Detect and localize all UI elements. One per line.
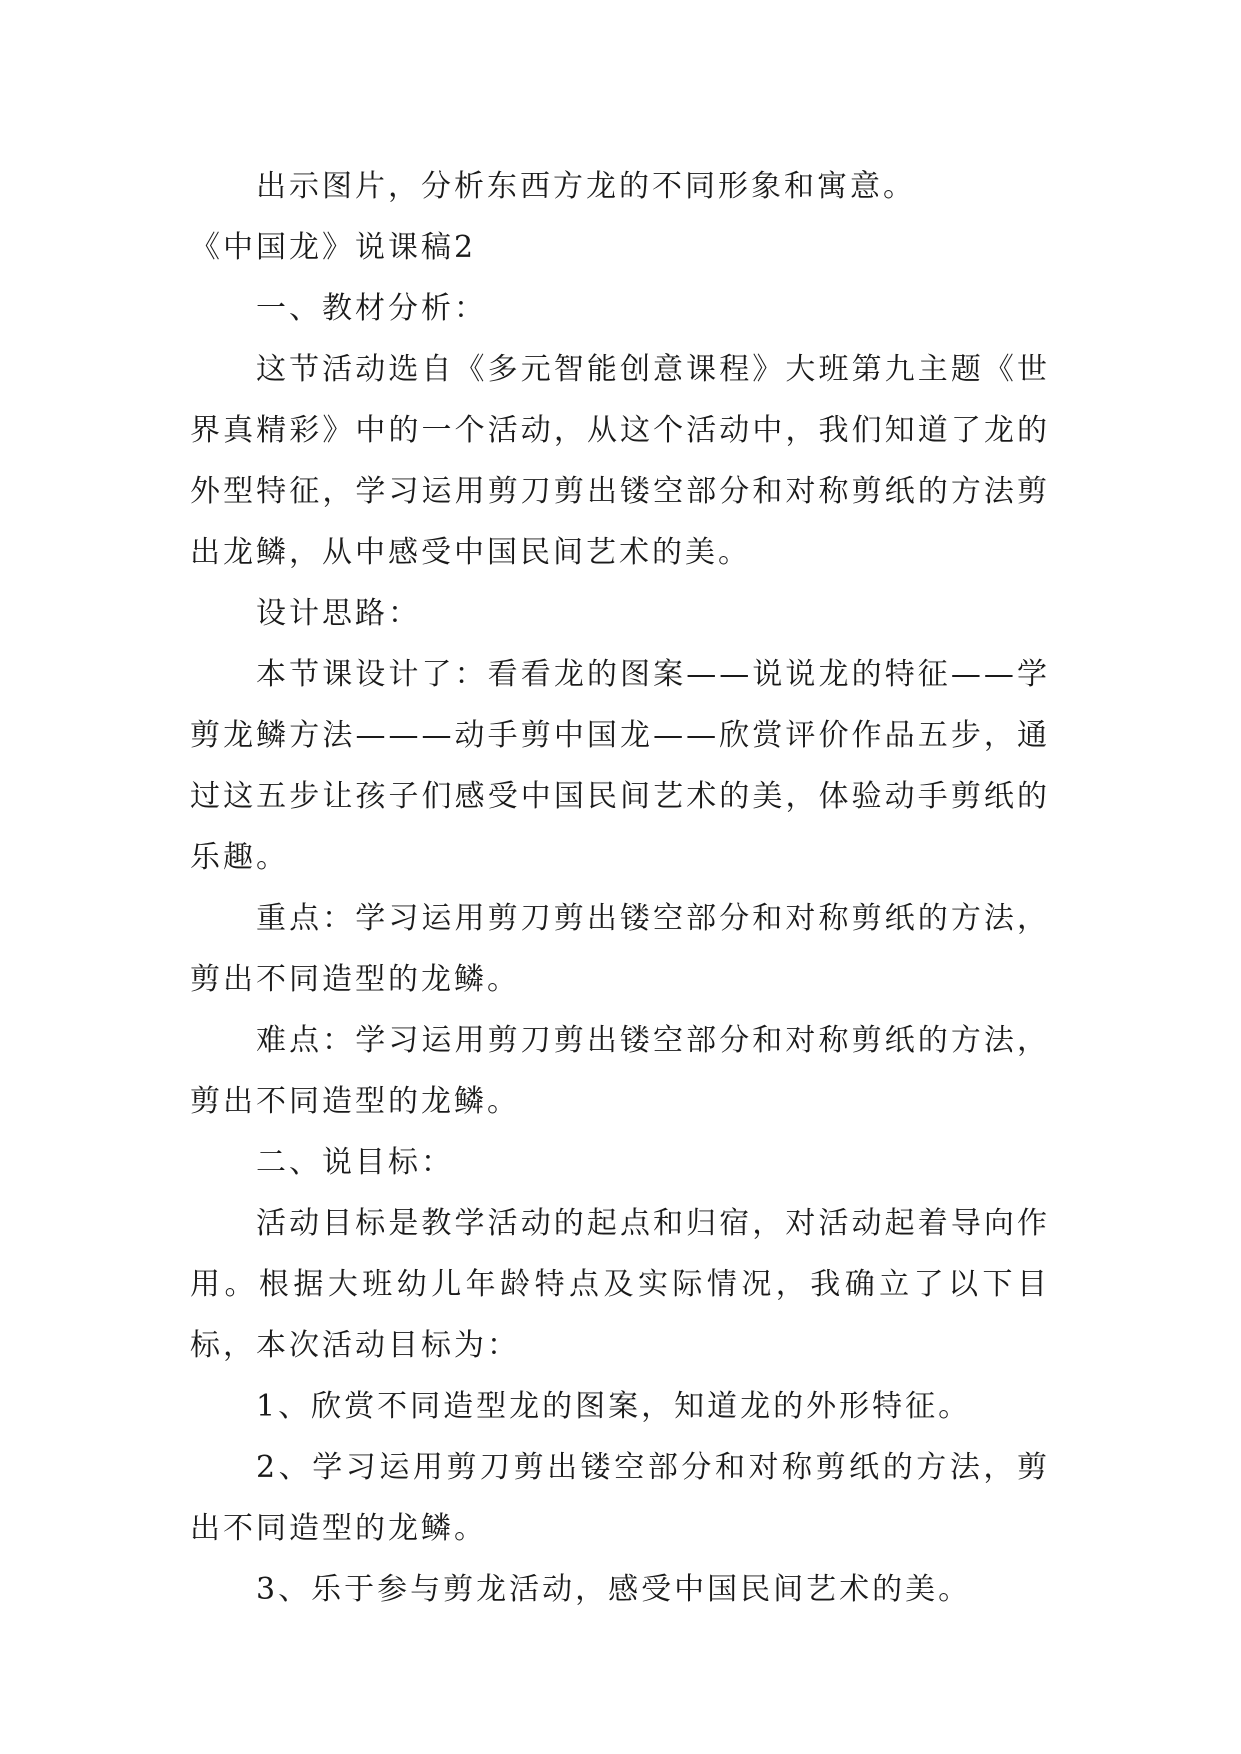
paragraph-difficulty: 难点：学习运用剪刀剪出镂空部分和对称剪纸的方法，剪出不同造型的龙鳞。 xyxy=(190,1023,1050,1119)
paragraph-design-idea: 本节课设计了：看看龙的图案——说说龙的特征——学剪龙鳞方法———动手剪中国龙——欣赏评价作品五步，通过这五步让孩子们感受中国民间艺术的美，体验动手剪纸的乐趣。 xyxy=(190,657,1050,875)
objective-item-3: 3、乐于参与剪龙活动，感受中国民间艺术的美。 xyxy=(256,1572,972,1607)
objective-item-1: 1、欣赏不同造型龙的图案，知道龙的外形特征。 xyxy=(256,1389,972,1424)
heading-design-idea: 设计思路： xyxy=(256,596,421,631)
document-body xyxy=(190,156,1050,1620)
paragraph-material-analysis: 这节活动选自《多元智能创意课程》大班第九主题《世界真精彩》中的一个活动，从这个活动中，我们知道了龙的外型特征，学习运用剪刀剪出镂空部分和对称剪纸的方法剪出龙鳞，从中感受中国民间艺术的美。 xyxy=(190,352,1050,570)
objective-item-2: 2、学习运用剪刀剪出镂空部分和对称剪纸的方法，剪出不同造型的龙鳞。 xyxy=(190,1450,1050,1546)
heading-material-analysis: 一、教材分析： xyxy=(256,291,487,326)
section-title: 《中国龙》说课稿2 xyxy=(190,230,477,265)
paragraph-key-point: 重点：学习运用剪刀剪出镂空部分和对称剪纸的方法，剪出不同造型的龙鳞。 xyxy=(190,901,1050,997)
heading-objectives: 二、说目标： xyxy=(256,1145,454,1180)
paragraph-objectives-intro: 活动目标是教学活动的起点和归宿，对活动起着导向作用。根据大班幼儿年龄特点及实际情况，我确立了以下目标，本次活动目标为： xyxy=(190,1206,1050,1363)
paragraph-intro: 出示图片，分析东西方龙的不同形象和寓意。 xyxy=(256,169,916,204)
